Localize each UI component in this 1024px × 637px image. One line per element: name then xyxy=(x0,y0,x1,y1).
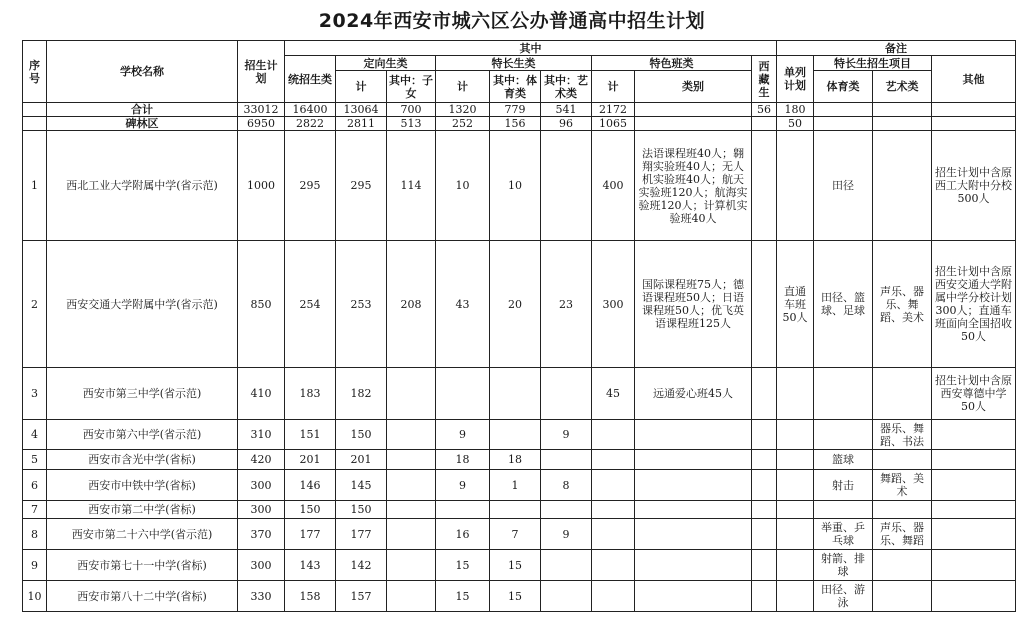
special-art xyxy=(541,131,592,241)
total-feature-total: 2172 xyxy=(592,103,635,117)
enrollment-plan-table xyxy=(22,40,1016,612)
special-total: 15 xyxy=(436,550,490,581)
header-special-art: 其中：艺术类 xyxy=(541,71,592,103)
tibet xyxy=(752,420,777,450)
district-special-sports: 156 xyxy=(490,117,541,131)
district-plan: 6950 xyxy=(238,117,285,131)
plan: 300 xyxy=(238,470,285,501)
sports-items xyxy=(814,501,873,519)
unified: 151 xyxy=(285,420,336,450)
other-notes xyxy=(932,450,1016,470)
seq: 8 xyxy=(23,519,47,550)
directed-total: 142 xyxy=(336,550,387,581)
directed-children xyxy=(387,519,436,550)
header-sports-kind: 体育类 xyxy=(814,71,873,103)
district-directed-total: 2811 xyxy=(336,117,387,131)
header-special-total: 计 xyxy=(436,71,490,103)
unified: 146 xyxy=(285,470,336,501)
sports-items: 田径、篮球、足球 xyxy=(814,241,873,368)
header-row-1 xyxy=(23,41,1016,56)
special-sports: 10 xyxy=(490,131,541,241)
plan: 310 xyxy=(238,420,285,450)
header-directed: 定向生类 xyxy=(336,56,436,71)
directed-children xyxy=(387,470,436,501)
feature-kind xyxy=(635,450,752,470)
directed-total: 295 xyxy=(336,131,387,241)
school-name: 西安市第七十一中学(省标) xyxy=(47,550,238,581)
school-name: 西安交通大学附属中学(省示范) xyxy=(47,241,238,368)
separate xyxy=(777,581,814,612)
special-total: 16 xyxy=(436,519,490,550)
plan: 370 xyxy=(238,519,285,550)
special-art: 9 xyxy=(541,420,592,450)
school-row xyxy=(23,501,1016,519)
special-sports: 7 xyxy=(490,519,541,550)
tibet xyxy=(752,470,777,501)
other-notes: 招生计划中含原西工大附中分校500人 xyxy=(932,131,1016,241)
seq: 4 xyxy=(23,420,47,450)
art-items: 舞蹈、美术 xyxy=(873,470,932,501)
art-items xyxy=(873,550,932,581)
art-items xyxy=(873,581,932,612)
directed-total: 177 xyxy=(336,519,387,550)
district-row xyxy=(23,117,1016,131)
seq: 7 xyxy=(23,501,47,519)
art-items xyxy=(873,368,932,420)
school-row xyxy=(23,450,1016,470)
special-total: 9 xyxy=(436,470,490,501)
sports-items xyxy=(814,420,873,450)
tibet xyxy=(752,368,777,420)
special-art xyxy=(541,501,592,519)
school-row xyxy=(23,470,1016,501)
header-special-items: 特长生招生项目 xyxy=(814,56,932,71)
total-separate: 180 xyxy=(777,103,814,117)
special-total: 43 xyxy=(436,241,490,368)
header-feature: 特色班类 xyxy=(592,56,752,71)
feature-total xyxy=(592,470,635,501)
special-art xyxy=(541,368,592,420)
feature-kind xyxy=(635,420,752,450)
seq: 3 xyxy=(23,368,47,420)
school-name: 西北工业大学附属中学(省示范) xyxy=(47,131,238,241)
feature-kind: 法语课程班40人；翱翔实验班40人；无人机实验班40人；航天实验班120人；航海实验班120人；计算机实验班40人 xyxy=(635,131,752,241)
header-separate: 单列计划 xyxy=(777,56,814,103)
separate xyxy=(777,519,814,550)
school-row xyxy=(23,420,1016,450)
header-among: 其中 xyxy=(285,41,777,56)
total-directed-children: 700 xyxy=(387,103,436,117)
plan: 330 xyxy=(238,581,285,612)
plan: 300 xyxy=(238,501,285,519)
plan: 1000 xyxy=(238,131,285,241)
unified: 201 xyxy=(285,450,336,470)
unified: 295 xyxy=(285,131,336,241)
special-sports: 15 xyxy=(490,550,541,581)
special-sports: 15 xyxy=(490,581,541,612)
special-sports: 18 xyxy=(490,450,541,470)
school-name: 西安市第八十二中学(省标) xyxy=(47,581,238,612)
tibet xyxy=(752,581,777,612)
feature-total xyxy=(592,550,635,581)
other-notes xyxy=(932,501,1016,519)
district-feature-total: 1065 xyxy=(592,117,635,131)
unified: 143 xyxy=(285,550,336,581)
other-notes xyxy=(932,581,1016,612)
school-row xyxy=(23,550,1016,581)
sports-items: 田径、游泳 xyxy=(814,581,873,612)
district-special-total: 252 xyxy=(436,117,490,131)
feature-total xyxy=(592,519,635,550)
directed-children xyxy=(387,501,436,519)
directed-total: 157 xyxy=(336,581,387,612)
feature-kind xyxy=(635,550,752,581)
special-total xyxy=(436,501,490,519)
seq: 5 xyxy=(23,450,47,470)
feature-total: 400 xyxy=(592,131,635,241)
directed-children: 114 xyxy=(387,131,436,241)
tibet xyxy=(752,241,777,368)
school-name: 西安市第六中学(省示范) xyxy=(47,420,238,450)
sports-items: 射箭、排球 xyxy=(814,550,873,581)
other-notes xyxy=(932,420,1016,450)
tibet xyxy=(752,131,777,241)
special-total: 9 xyxy=(436,420,490,450)
art-items: 声乐、器乐、舞蹈、美术 xyxy=(873,241,932,368)
separate xyxy=(777,550,814,581)
district-special-art: 96 xyxy=(541,117,592,131)
feature-total: 300 xyxy=(592,241,635,368)
district-label: 碑林区 xyxy=(47,117,238,131)
other-notes: 招生计划中含原西安尊德中学50人 xyxy=(932,368,1016,420)
feature-total xyxy=(592,581,635,612)
sports-items: 射击 xyxy=(814,470,873,501)
school-name: 西安市第三中学(省示范) xyxy=(47,368,238,420)
art-items: 声乐、器乐、舞蹈 xyxy=(873,519,932,550)
total-directed-total: 13064 xyxy=(336,103,387,117)
directed-total: 253 xyxy=(336,241,387,368)
seq: 2 xyxy=(23,241,47,368)
sports-items xyxy=(814,368,873,420)
other-notes xyxy=(932,470,1016,501)
header-directed-total: 计 xyxy=(336,71,387,103)
directed-total: 182 xyxy=(336,368,387,420)
unified: 254 xyxy=(285,241,336,368)
separate xyxy=(777,420,814,450)
district-separate: 50 xyxy=(777,117,814,131)
feature-total xyxy=(592,450,635,470)
school-row xyxy=(23,241,1016,368)
special-art: 23 xyxy=(541,241,592,368)
seq: 6 xyxy=(23,470,47,501)
feature-kind xyxy=(635,581,752,612)
header-directed-children: 其中：子女 xyxy=(387,71,436,103)
tibet xyxy=(752,519,777,550)
header-art-kind: 艺术类 xyxy=(873,71,932,103)
school-row xyxy=(23,368,1016,420)
header-feature-kind: 类别 xyxy=(635,71,752,103)
header-notes: 备注 xyxy=(777,41,1016,56)
total-unified: 16400 xyxy=(285,103,336,117)
separate xyxy=(777,131,814,241)
directed-children xyxy=(387,368,436,420)
plan: 300 xyxy=(238,550,285,581)
feature-kind xyxy=(635,470,752,501)
separate: 直通车班50人 xyxy=(777,241,814,368)
separate xyxy=(777,501,814,519)
feature-total xyxy=(592,420,635,450)
header-other: 其他 xyxy=(932,56,1016,103)
tibet xyxy=(752,550,777,581)
other-notes: 招生计划中含原西安交通大学附属中学分校计划300人；直通车班面向全国招收50人 xyxy=(932,241,1016,368)
special-sports: 1 xyxy=(490,470,541,501)
sports-items: 篮球 xyxy=(814,450,873,470)
feature-kind xyxy=(635,501,752,519)
total-special-art: 541 xyxy=(541,103,592,117)
tibet xyxy=(752,450,777,470)
total-special-total: 1320 xyxy=(436,103,490,117)
seq: 9 xyxy=(23,550,47,581)
sports-items: 田径 xyxy=(814,131,873,241)
feature-total xyxy=(592,501,635,519)
school-name: 西安市第二十六中学(省示范) xyxy=(47,519,238,550)
directed-total: 150 xyxy=(336,501,387,519)
directed-children xyxy=(387,550,436,581)
header-tibet: 西藏生 xyxy=(752,56,777,103)
sports-items: 举重、乒乓球 xyxy=(814,519,873,550)
unified: 150 xyxy=(285,501,336,519)
art-items xyxy=(873,501,932,519)
directed-children xyxy=(387,581,436,612)
header-special-sports: 其中：体育类 xyxy=(490,71,541,103)
art-items xyxy=(873,131,932,241)
special-art xyxy=(541,550,592,581)
feature-kind: 远通爱心班45人 xyxy=(635,368,752,420)
total-tibet: 56 xyxy=(752,103,777,117)
special-total xyxy=(436,368,490,420)
separate xyxy=(777,450,814,470)
directed-children: 208 xyxy=(387,241,436,368)
directed-total: 201 xyxy=(336,450,387,470)
special-art xyxy=(541,450,592,470)
school-name: 西安市中铁中学(省标) xyxy=(47,470,238,501)
unified: 158 xyxy=(285,581,336,612)
separate xyxy=(777,470,814,501)
feature-kind xyxy=(635,519,752,550)
district-unified: 2822 xyxy=(285,117,336,131)
special-total: 15 xyxy=(436,581,490,612)
special-total: 18 xyxy=(436,450,490,470)
header-unified: 统招生类 xyxy=(285,56,336,103)
header-special: 特长生类 xyxy=(436,56,592,71)
plan: 850 xyxy=(238,241,285,368)
district-directed-children: 513 xyxy=(387,117,436,131)
total-special-sports: 779 xyxy=(490,103,541,117)
other-notes xyxy=(932,519,1016,550)
separate xyxy=(777,368,814,420)
special-art: 8 xyxy=(541,470,592,501)
school-row xyxy=(23,131,1016,241)
directed-total: 145 xyxy=(336,470,387,501)
feature-kind: 国际课程班75人；德语课程班50人；日语课程班50人；优飞英语课程班125人 xyxy=(635,241,752,368)
plan: 420 xyxy=(238,450,285,470)
art-items xyxy=(873,450,932,470)
school-name: 西安市第二中学(省标) xyxy=(47,501,238,519)
seq: 10 xyxy=(23,581,47,612)
total-plan: 33012 xyxy=(238,103,285,117)
unified: 177 xyxy=(285,519,336,550)
school-row xyxy=(23,581,1016,612)
special-art: 9 xyxy=(541,519,592,550)
special-sports xyxy=(490,420,541,450)
directed-children xyxy=(387,420,436,450)
total-row xyxy=(23,103,1016,117)
special-sports: 20 xyxy=(490,241,541,368)
directed-total: 150 xyxy=(336,420,387,450)
tibet xyxy=(752,501,777,519)
header-seq: 序号 xyxy=(23,41,47,103)
other-notes xyxy=(932,550,1016,581)
special-art xyxy=(541,581,592,612)
school-row xyxy=(23,519,1016,550)
school-name: 西安市含光中学(省标) xyxy=(47,450,238,470)
directed-children xyxy=(387,450,436,470)
special-total: 10 xyxy=(436,131,490,241)
seq: 1 xyxy=(23,131,47,241)
art-items: 器乐、舞蹈、书法 xyxy=(873,420,932,450)
document-title: 2024年西安市城六区公办普通高中招生计划 xyxy=(318,10,706,32)
special-sports xyxy=(490,368,541,420)
header-feature-total: 计 xyxy=(592,71,635,103)
special-sports xyxy=(490,501,541,519)
plan: 410 xyxy=(238,368,285,420)
unified: 183 xyxy=(285,368,336,420)
feature-total: 45 xyxy=(592,368,635,420)
header-plan: 招生计划 xyxy=(238,41,285,103)
total-label: 合计 xyxy=(47,103,238,117)
header-school: 学校名称 xyxy=(47,41,238,103)
